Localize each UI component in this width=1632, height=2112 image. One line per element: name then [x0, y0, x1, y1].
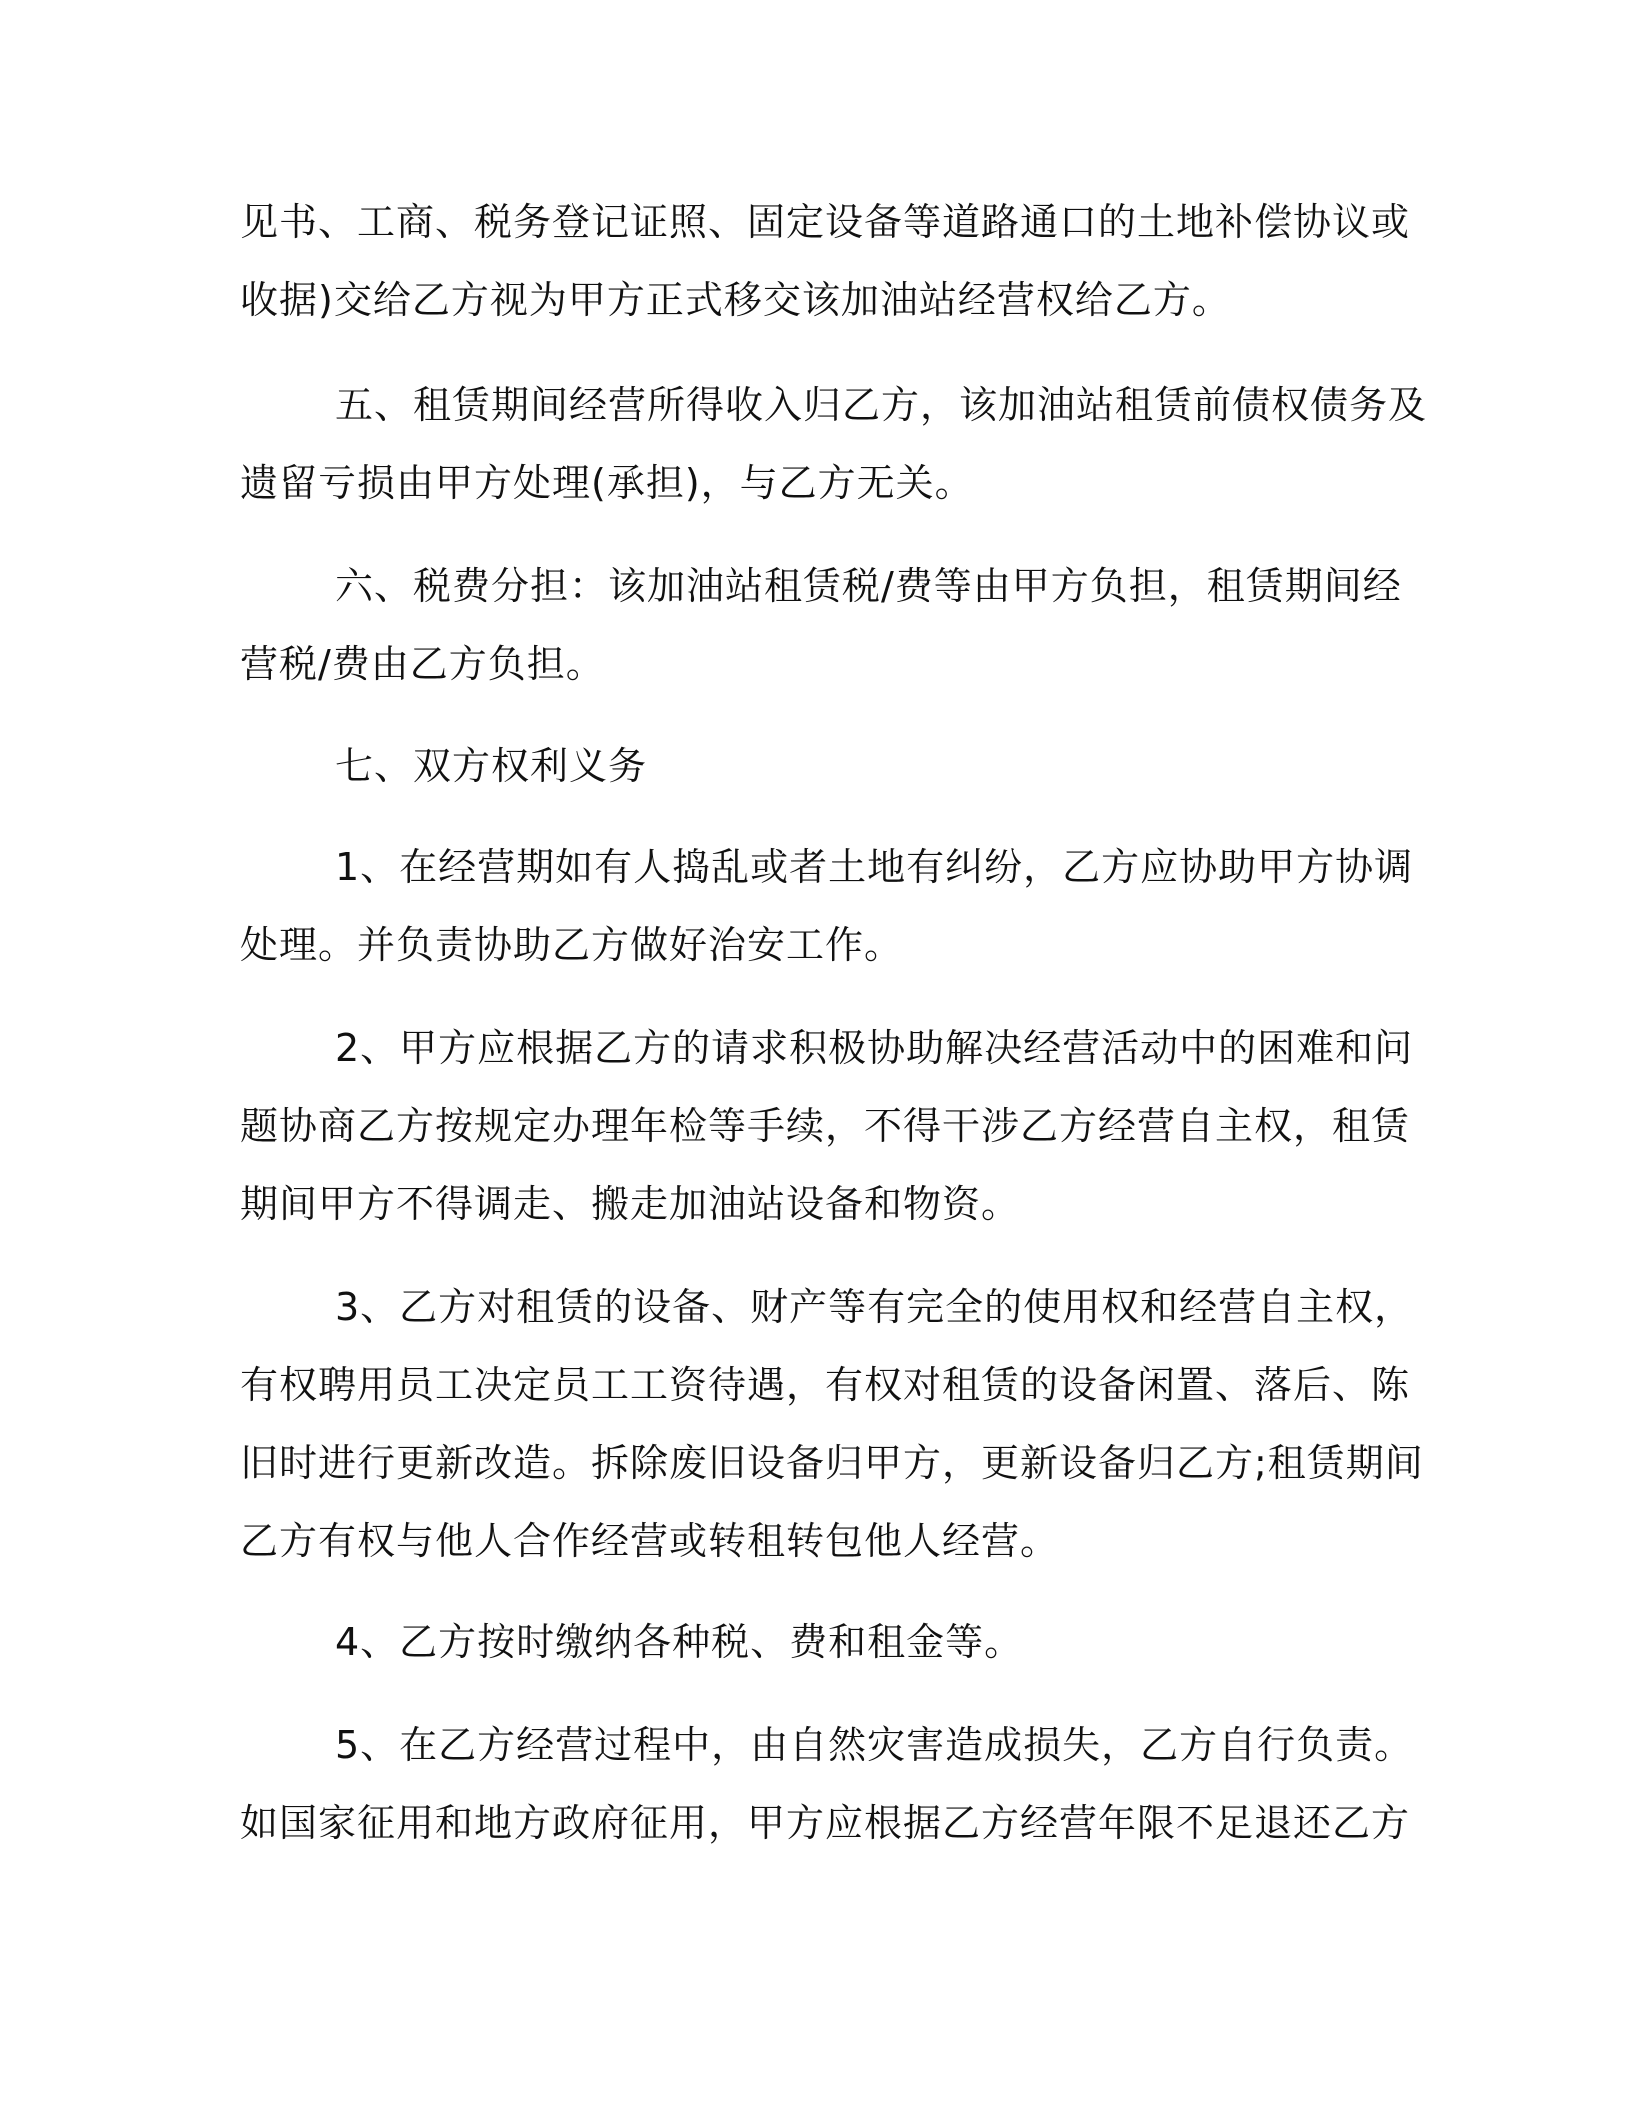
section-heading: 七、双方权利义务 — [335, 744, 648, 788]
text-line: 见书、工商、税务登记证照、固定设备等道路通口的土地补偿协议或 — [240, 200, 1411, 244]
text-line: 1、在经营期如有人捣乱或者土地有纠纷，乙方应协助甲方协调 — [335, 845, 1414, 889]
text-line: 2、甲方应根据乙方的请求积极协助解决经营活动中的困难和问 — [335, 1026, 1414, 1070]
text-line: 旧时进行更新改造。拆除废旧设备归甲方，更新设备归乙方;租赁期间 — [240, 1441, 1424, 1485]
text-line: 乙方有权与他人合作经营或转租转包他人经营。 — [240, 1519, 1060, 1563]
text-line: 3、乙方对租赁的设备、财产等有完全的使用权和经营自主权， — [335, 1285, 1414, 1329]
text-line: 营税/费由乙方负担。 — [240, 642, 605, 686]
text-line: 五、租赁期间经营所得收入归乙方，该加油站租赁前债权债务及 — [335, 383, 1428, 427]
text-line: 5、在乙方经营过程中，由自然灾害造成损失，乙方自行负责。 — [335, 1723, 1414, 1767]
text-line: 遗留亏损由甲方处理(承担)，与乙方无关。 — [240, 461, 974, 505]
text-line: 收据)交给乙方视为甲方正式移交该加油站经营权给乙方。 — [240, 278, 1231, 322]
text-line: 六、税费分担：该加油站租赁税/费等由甲方负担，租赁期间经 — [335, 564, 1402, 608]
text-line: 题协商乙方按规定办理年检等手续，不得干涉乙方经营自主权，租赁 — [240, 1104, 1411, 1148]
text-line: 4、乙方按时缴纳各种税、费和租金等。 — [335, 1620, 1024, 1664]
text-line: 如国家征用和地方政府征用，甲方应根据乙方经营年限不足退还乙方 — [240, 1801, 1411, 1845]
text-line: 有权聘用员工决定员工工资待遇，有权对租赁的设备闲置、落后、陈 — [240, 1363, 1411, 1407]
text-line: 期间甲方不得调走、搬走加油站设备和物资。 — [240, 1182, 1021, 1226]
text-line: 处理。并负责协助乙方做好治安工作。 — [240, 923, 904, 967]
